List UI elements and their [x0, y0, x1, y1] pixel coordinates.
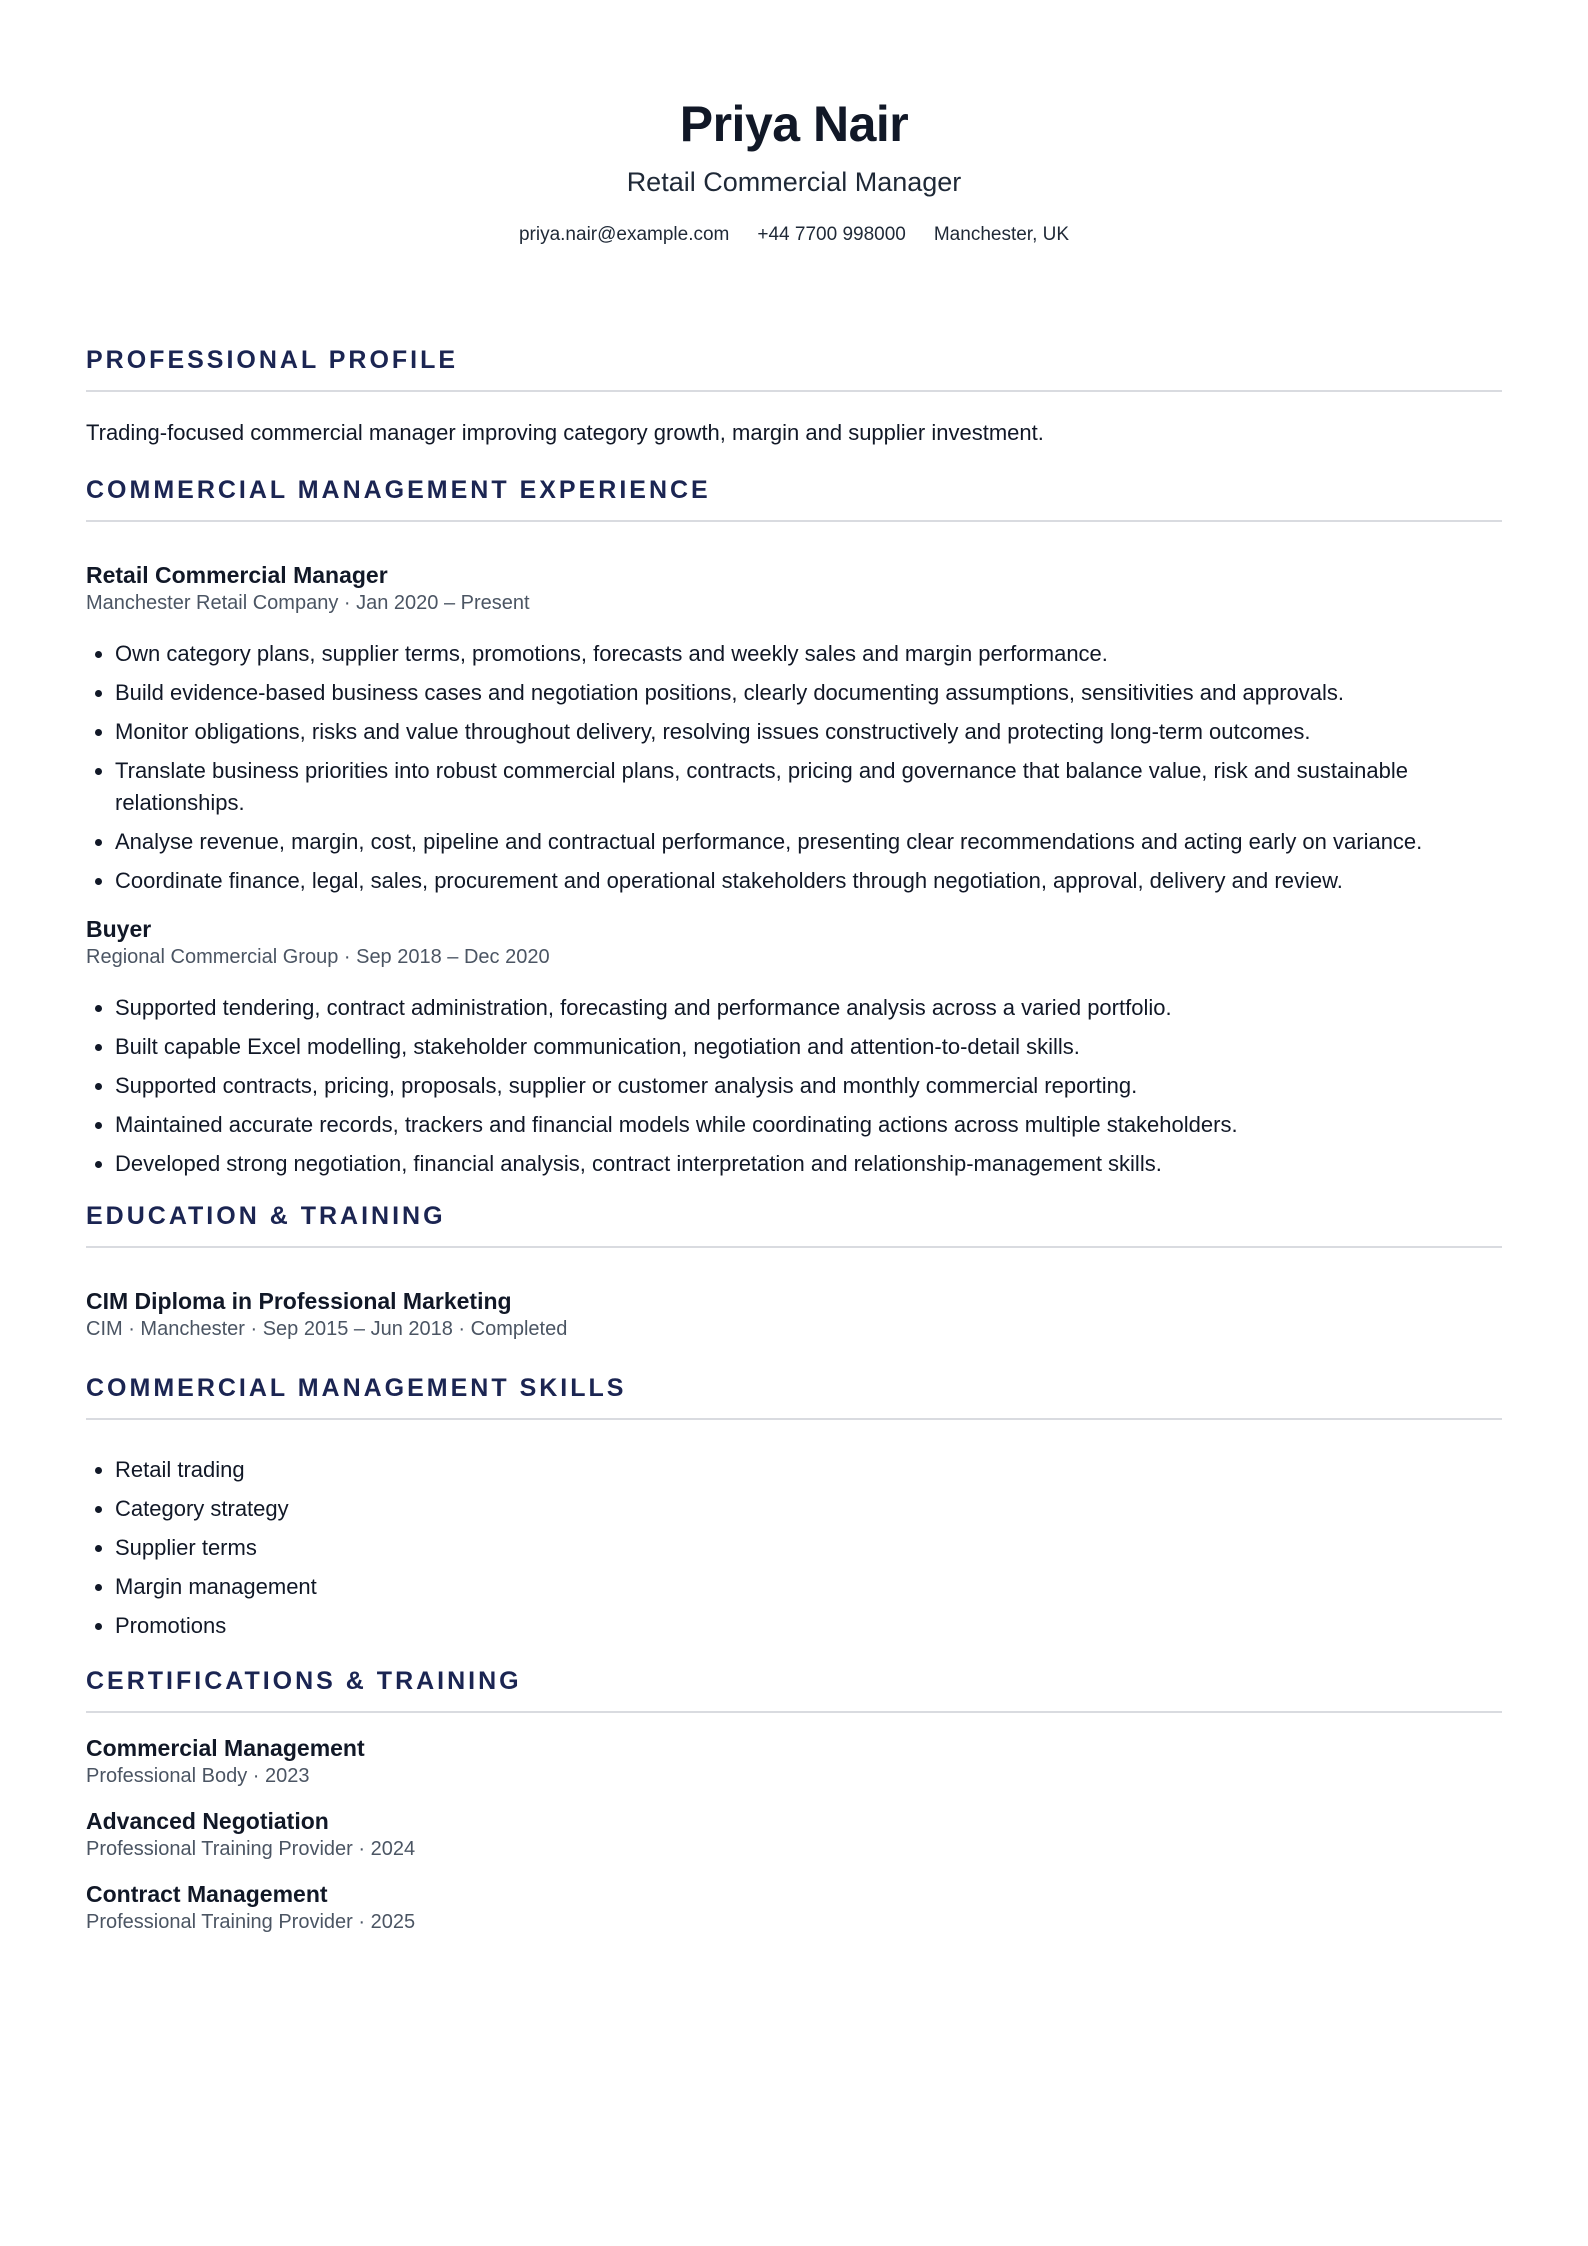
list-item: • Maintained accurate records, trackers and financial models while coordinating actions across multiple stakeholders.: [115, 1109, 1502, 1141]
list-item: • Built capable Excel modelling, stakeholder communication, negotiation and attention-to-detail skills.: [115, 1031, 1502, 1063]
certification-meta: Professional Training Provider · 2025: [86, 1911, 416, 1933]
contact-phone[interactable]: +44 7700 998000: [757, 224, 906, 245]
list-item: • Supported contracts, pricing, proposals, supplier or customer analysis and monthly commercial reporting.: [115, 1070, 1502, 1102]
contact-info: [86, 222, 1502, 248]
certification-entry: [86, 1733, 1502, 1789]
skills-section: [86, 1372, 1502, 1642]
certification-meta: Professional Body · 2023: [86, 1765, 310, 1787]
section-title: CERTIFICATIONS & TRAINING: [86, 1665, 1502, 1713]
list-item: • Developed strong negotiation, financial analysis, contract interpretation and relationship-management skills.: [115, 1148, 1502, 1180]
education-entry: [86, 1286, 1502, 1342]
list-item: • Analyse revenue, margin, cost, pipeline and contractual performance, presenting clear recommendations and acting early on variance.: [115, 826, 1502, 858]
section-title: PROFESSIONAL PROFILE: [86, 344, 1502, 392]
list-item: • Monitor obligations, risks and value throughout delivery, resolving issues constructively and protecting long-term outcomes.: [115, 716, 1502, 748]
experience-section: [86, 474, 1502, 1180]
job-bullets: [86, 992, 1502, 1180]
list-item: • Own category plans, supplier terms, promotions, forecasts and weekly sales and margin performance.: [115, 638, 1502, 670]
profile-text: Trading-focused commercial manager improving category growth, margin and supplier investment.: [86, 420, 1044, 445]
job-meta: Regional Commercial Group · Sep 2018 – Dec 2020: [86, 946, 550, 968]
certification-entry: [86, 1879, 1502, 1935]
candidate-name: Priya Nair: [679, 96, 909, 152]
list-item: • Retail trading: [115, 1454, 1502, 1486]
job-bullets: [86, 638, 1502, 897]
certification-title: Contract Management: [86, 1881, 328, 1907]
list-item: • Supported tendering, contract administration, forecasting and performance analysis across a varied portfolio.: [115, 992, 1502, 1024]
resume-header: [86, 0, 1502, 248]
list-item: • Promotions: [115, 1610, 1502, 1642]
list-item: • Supplier terms: [115, 1532, 1502, 1564]
job-meta: Manchester Retail Company · Jan 2020 – Present: [86, 592, 530, 614]
job-entry: [86, 560, 1502, 897]
certification-title: Advanced Negotiation: [86, 1808, 329, 1834]
job-title: Buyer: [86, 916, 152, 942]
contact-location: Manchester, UK: [933, 224, 1070, 245]
education-title: CIM Diploma in Professional Marketing: [86, 1288, 512, 1314]
job-entry: [86, 914, 1502, 1180]
list-item: • Coordinate finance, legal, sales, procurement and operational stakeholders through negotiation, approval, delivery and review.: [115, 865, 1502, 897]
section-title: EDUCATION & TRAINING: [86, 1200, 1502, 1248]
certification-meta: Professional Training Provider · 2024: [86, 1838, 416, 1860]
profile-section: [86, 344, 1502, 448]
contact-email[interactable]: priya.nair@example.com: [518, 224, 730, 245]
section-title: COMMERCIAL MANAGEMENT SKILLS: [86, 1372, 1502, 1420]
list-item: • Margin management: [115, 1571, 1502, 1603]
education-section: [86, 1200, 1502, 1342]
list-item: • Translate business priorities into robust commercial plans, contracts, pricing and governance that balance value, risk and sustainable relationships.: [115, 755, 1502, 819]
certification-entry: [86, 1806, 1502, 1862]
education-meta: CIM · Manchester · Sep 2015 – Jun 2018 · Completed: [86, 1318, 568, 1340]
certification-title: Commercial Management: [86, 1735, 365, 1761]
job-title: Retail Commercial Manager: [86, 562, 388, 588]
list-item: • Build evidence-based business cases and negotiation positions, clearly documenting assumptions, sensitivities and approvals.: [115, 677, 1502, 709]
list-item: • Category strategy: [115, 1493, 1502, 1525]
skills-list: [86, 1454, 1502, 1642]
section-title: COMMERCIAL MANAGEMENT EXPERIENCE: [86, 474, 1502, 522]
certifications-section: [86, 1665, 1502, 1935]
candidate-role: Retail Commercial Manager: [626, 167, 962, 197]
